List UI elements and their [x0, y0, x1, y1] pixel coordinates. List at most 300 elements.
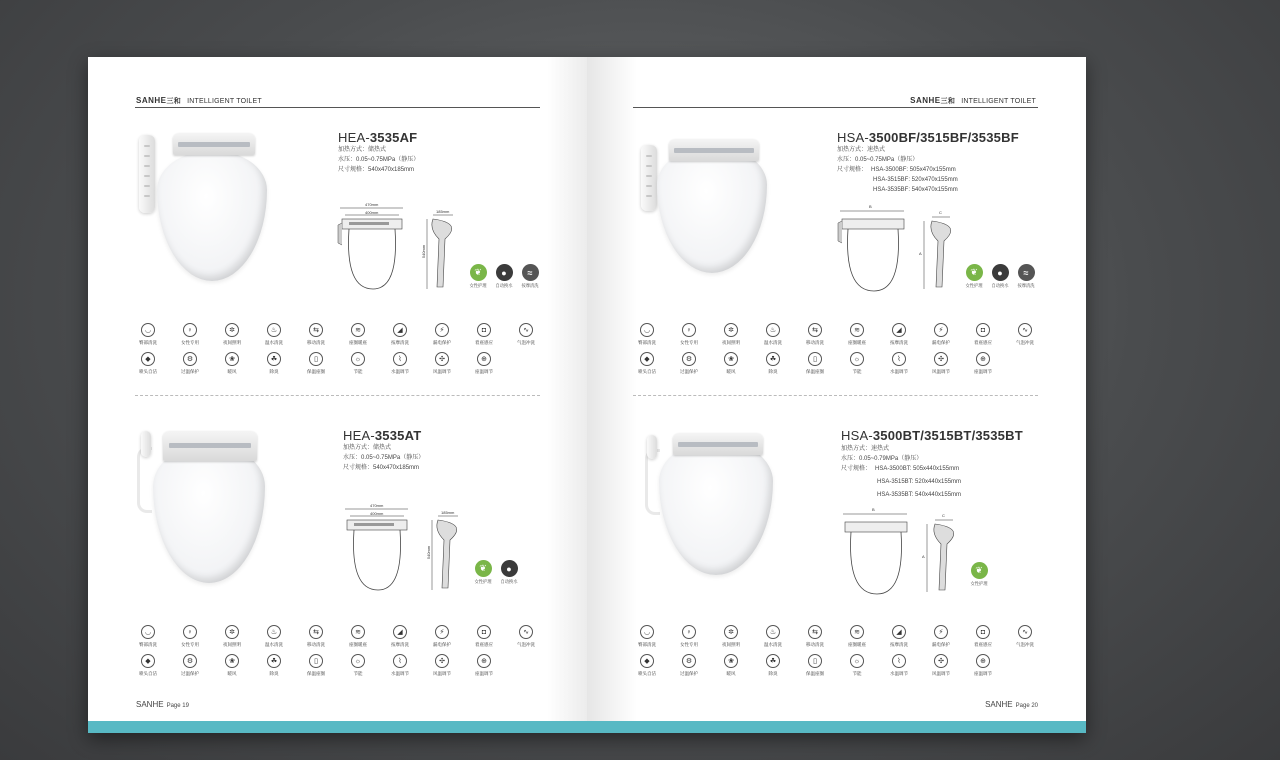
feature-icon-label: 夜间照明 [722, 340, 740, 345]
model-code: 3500BT/3515BT/3535BT [872, 428, 1023, 443]
feature-icon-item [253, 323, 295, 346]
fan-icon: ✣ [435, 654, 449, 668]
spec-size-row: HSA-3500BF: 505x470x155mm [871, 167, 956, 173]
feature-icon-item [211, 323, 253, 346]
seat-lid [659, 441, 773, 575]
spec-pressure: 水压：0.05~0.75MPa（静压） [343, 455, 425, 461]
female-icon: ♀ [183, 323, 197, 337]
spec-heating: 加热方式：速热式 [837, 147, 886, 153]
seat-sense-icon: ◘ [976, 323, 990, 337]
wash-icon: ◡ [640, 323, 654, 337]
feature-icon-label: 座圈暖座 [349, 340, 367, 345]
feature-icon-item [794, 352, 836, 375]
dim-depth: 185mm [441, 510, 455, 515]
left-header [136, 96, 262, 106]
feature-icon-item [421, 352, 463, 375]
dimension-diagram [333, 199, 463, 299]
feature-icon-label: 过温保护 [680, 369, 698, 374]
feature-icon-label: 暖风 [726, 671, 736, 676]
feature-icon-label: 着座感应 [974, 340, 992, 345]
fan-icon: ✣ [934, 654, 948, 668]
leak-protect-icon: ⚡ [934, 323, 948, 337]
product-image-hea-3535af [135, 129, 275, 289]
feature-icon-label: 温水清洗 [265, 642, 283, 647]
feature-icon-item [379, 323, 421, 346]
dimension-svg [832, 199, 962, 299]
feature-icon-item [710, 352, 752, 375]
feature-icon-label: 座温调节 [974, 369, 992, 374]
remote-control [139, 135, 155, 213]
massage-icon: ◢ [393, 625, 407, 639]
feature-icon-label: 水温调节 [391, 369, 409, 374]
nozzle-clean-icon: ◆ [640, 352, 654, 366]
energy-save-icon: ☼ [351, 654, 365, 668]
feature-icon-label: 喷头自洁 [638, 369, 656, 374]
feature-icon-label: 除臭 [269, 369, 279, 374]
energy-save-icon: ☼ [850, 654, 864, 668]
feature-icon-label: 臀部清洗 [638, 340, 656, 345]
bubble-wash-icon: ∿ [1018, 625, 1032, 639]
leaf-icon: ❦ [966, 264, 983, 281]
water-temp-icon: ⌇ [393, 654, 407, 668]
spec-size-label: 尺寸规格： [841, 466, 872, 472]
model-title [837, 130, 1019, 145]
warm-water-icon: ♨ [766, 323, 780, 337]
feature-icon-label: 气泡冲洗 [517, 642, 535, 647]
female-icon: ♀ [682, 625, 696, 639]
dimension-svg [338, 500, 468, 600]
feature-icon-label: 气泡冲洗 [1016, 642, 1034, 647]
model-title [841, 428, 1023, 443]
feature-icon-item [794, 625, 836, 648]
seat-lid [157, 151, 267, 281]
feature-icon-item [920, 625, 962, 648]
badge-label: 按摩清洗 [521, 283, 539, 288]
feature-icon-label: 按摩清洗 [391, 642, 409, 647]
night-light-icon: ✲ [225, 323, 239, 337]
energy-save-icon: ☼ [351, 352, 365, 366]
catalog-spread [88, 57, 1086, 733]
move-wash-icon: ⇆ [808, 625, 822, 639]
feature-icon-item [752, 323, 794, 346]
feature-icon-item [211, 625, 253, 648]
dim-inner: 400mm [370, 511, 384, 516]
dim-inner: 400mm [365, 210, 379, 215]
feature-icon-item [626, 352, 668, 375]
feature-icon-item [253, 625, 295, 648]
warm-water-icon: ♨ [267, 323, 281, 337]
feature-icon-item [379, 625, 421, 648]
feature-icon-label: 风温调节 [932, 671, 950, 676]
wash-icon: ◡ [141, 323, 155, 337]
feature-icon-item [421, 654, 463, 677]
spec-heating: 加热方式：速热式 [841, 446, 890, 452]
feature-icon-label: 漏电保护 [433, 642, 451, 647]
feature-icon-item [505, 625, 547, 648]
feature-icon-label: 除臭 [768, 369, 778, 374]
footer-brand: SANHE [985, 700, 1013, 709]
feature-icon-label: 着座感应 [974, 642, 992, 647]
night-light-icon: ✲ [724, 323, 738, 337]
feature-icon-item [337, 352, 379, 375]
wave-icon: ≈ [1018, 264, 1035, 281]
feature-icon-label: 女性专用 [680, 642, 698, 647]
feature-icon-item [505, 323, 547, 346]
feature-icon-label: 喷头自洁 [638, 671, 656, 676]
feature-icon-label: 座温调节 [475, 369, 493, 374]
left-footer [136, 700, 189, 709]
feature-icon-label: 臀部清洗 [139, 642, 157, 647]
right-header [910, 96, 1036, 106]
feature-badges [969, 562, 989, 587]
insulation-icon: ▯ [309, 654, 323, 668]
fan-icon: ✣ [435, 352, 449, 366]
leaf-icon: ❦ [971, 562, 988, 579]
feature-icon-label: 风温调节 [932, 369, 950, 374]
insulation-icon: ▯ [309, 352, 323, 366]
feature-icon-item [668, 352, 710, 375]
seat-temp-icon: ⊕ [976, 654, 990, 668]
dryer-icon: ❀ [225, 352, 239, 366]
dryer-icon: ❀ [225, 654, 239, 668]
seat-temp-icon: ⊕ [477, 352, 491, 366]
feature-icon-item [878, 654, 920, 677]
spec-size [841, 464, 961, 474]
seat-lid [153, 445, 265, 583]
bubble-wash-icon: ∿ [1018, 323, 1032, 337]
feature-icon-grid [626, 323, 1046, 375]
dim-height: 540mm [421, 244, 427, 259]
feature-icon-item [421, 625, 463, 648]
dim-height: 540mm [426, 545, 432, 560]
feature-icon-item [752, 654, 794, 677]
feature-icon-label: 节能 [353, 369, 363, 374]
wash-icon: ◡ [640, 625, 654, 639]
feature-icon-label: 座温调节 [974, 671, 992, 676]
seat-sense-icon: ◘ [477, 625, 491, 639]
model-title [338, 130, 417, 145]
dim-depth: C [942, 513, 945, 518]
massage-icon: ◢ [393, 323, 407, 337]
spec-size-label: 尺寸规格： [837, 167, 868, 173]
feature-icon-label: 女性专用 [181, 340, 199, 345]
feature-icon-label: 过温保护 [181, 369, 199, 374]
insulation-icon: ▯ [808, 352, 822, 366]
spec-size-row: HSA-3535BF: 540x470x155mm [873, 187, 958, 193]
feature-icon-item [169, 323, 211, 346]
feature-badges [468, 264, 540, 289]
feature-icon-item [668, 625, 710, 648]
nozzle-clean-icon: ◆ [141, 352, 155, 366]
feature-icon-item [295, 352, 337, 375]
brand-name-cn: 三和 [940, 98, 956, 105]
control-panel [669, 139, 759, 161]
header-rule [135, 107, 540, 108]
wave-icon: ≈ [522, 264, 539, 281]
nozzle-clean-icon: ◆ [640, 654, 654, 668]
feature-icon-label: 夜间照明 [223, 642, 241, 647]
feature-icon-item [463, 654, 505, 677]
page-number: Page 19 [166, 703, 189, 709]
dryer-icon: ❀ [724, 352, 738, 366]
dim-height: A [919, 251, 922, 256]
dim-depth: 185mm [436, 209, 450, 214]
side-control [647, 435, 657, 459]
feature-icon-label: 漏电保护 [932, 642, 950, 647]
feature-icon-label: 夜间照明 [722, 642, 740, 647]
bubble-wash-icon: ∿ [519, 625, 533, 639]
feature-icon-label: 节能 [353, 671, 363, 676]
feature-icon-label: 座圈暖座 [848, 340, 866, 345]
feature-icon-label: 喷头自洁 [139, 369, 157, 374]
badge [990, 264, 1010, 289]
move-wash-icon: ⇆ [309, 323, 323, 337]
badge [520, 264, 540, 289]
badge-label: 自动换水 [991, 283, 1009, 288]
right-page [587, 57, 1086, 721]
badge [468, 264, 488, 289]
header-title: INTELLIGENT TOILET [961, 98, 1036, 105]
massage-icon: ◢ [892, 625, 906, 639]
deodor-icon: ☘ [766, 352, 780, 366]
dim-outer: B [869, 204, 872, 209]
feature-icon-item [211, 654, 253, 677]
deodor-icon: ☘ [267, 654, 281, 668]
feature-icon-item [752, 625, 794, 648]
feature-icon-item [878, 352, 920, 375]
dimension-svg [835, 502, 965, 602]
fan-icon: ✣ [934, 352, 948, 366]
spec-block [343, 443, 424, 473]
seat-heat-icon: ≋ [850, 625, 864, 639]
feature-icon-item [169, 654, 211, 677]
feature-icon-item [626, 323, 668, 346]
seat-lid [657, 147, 767, 273]
feature-icon-label: 气泡冲洗 [1016, 340, 1034, 345]
feature-icon-item [878, 625, 920, 648]
feature-icon-label: 温水清洗 [764, 642, 782, 647]
feature-icon-item [836, 625, 878, 648]
feature-icon-label: 移动清洗 [307, 642, 325, 647]
badge-label: 女性护理 [469, 283, 487, 288]
feature-icon-label: 女性专用 [181, 642, 199, 647]
feature-icon-label: 臀部清洗 [139, 340, 157, 345]
feature-icon-label: 臀部清洗 [638, 642, 656, 647]
feature-icon-item [962, 654, 1004, 677]
dryer-icon: ❀ [724, 654, 738, 668]
header-rule [633, 107, 1038, 108]
feature-icon-label: 风温调节 [433, 671, 451, 676]
feature-icon-label: 温水清洗 [764, 340, 782, 345]
dimension-diagram [338, 500, 468, 600]
overtemp-icon: ⚙ [682, 352, 696, 366]
leaf-icon: ❦ [470, 264, 487, 281]
warm-water-icon: ♨ [766, 625, 780, 639]
badge [969, 562, 989, 587]
dim-outer: B [872, 507, 875, 512]
control-panel [163, 431, 257, 461]
brand-name: SANHE [136, 96, 167, 105]
spec-size: 尺寸规格：540x470x185mm [343, 465, 420, 471]
feature-icon-item [295, 323, 337, 346]
feature-icon-item [920, 352, 962, 375]
dim-outer: 470mm [365, 202, 379, 207]
feature-icon-item [794, 654, 836, 677]
dimension-svg [333, 199, 463, 299]
spec-pressure: 水压：0.05~0.79MPa（静压） [841, 456, 923, 462]
spec-block [841, 444, 961, 500]
badge [499, 560, 519, 585]
feature-icon-item [169, 352, 211, 375]
leak-protect-icon: ⚡ [934, 625, 948, 639]
insulation-icon: ▯ [808, 654, 822, 668]
feature-icon-label: 过温保护 [680, 671, 698, 676]
feature-icon-grid [626, 625, 1046, 677]
feature-icon-label: 气泡冲洗 [517, 340, 535, 345]
feature-icon-item [127, 352, 169, 375]
feature-icon-label: 女性专用 [680, 340, 698, 345]
feature-icon-label: 移动清洗 [806, 340, 824, 345]
feature-icon-item [710, 625, 752, 648]
feature-icon-item [626, 625, 668, 648]
feature-icon-item [836, 654, 878, 677]
feature-icon-item [878, 323, 920, 346]
feature-icon-item [463, 625, 505, 648]
feature-icon-item [626, 654, 668, 677]
feature-icon-item [253, 352, 295, 375]
model-code: 3535AF [369, 130, 418, 145]
side-control [141, 431, 151, 457]
badge [1016, 264, 1036, 289]
model-prefix: HSA- [841, 428, 873, 443]
feature-icon-item [710, 323, 752, 346]
feature-icon-item [836, 323, 878, 346]
leak-protect-icon: ⚡ [435, 323, 449, 337]
right-footer [985, 700, 1038, 709]
warm-water-icon: ♨ [267, 625, 281, 639]
spec-size [837, 165, 958, 175]
dimension-diagram [835, 502, 965, 602]
dim-depth: C [939, 210, 942, 215]
feature-icon-item [379, 352, 421, 375]
feature-icon-label: 温水清洗 [265, 340, 283, 345]
night-light-icon: ✲ [225, 625, 239, 639]
leaf-icon: ❦ [475, 560, 492, 577]
feature-icon-item [794, 323, 836, 346]
feature-icon-item [962, 352, 1004, 375]
seat-sense-icon: ◘ [477, 323, 491, 337]
feature-icon-label: 着座感应 [475, 642, 493, 647]
feature-icon-label: 按摩清洗 [391, 340, 409, 345]
nozzle-clean-icon: ◆ [141, 654, 155, 668]
left-page [88, 57, 587, 721]
badge [964, 264, 984, 289]
section-divider [135, 395, 540, 396]
feature-icon-item [668, 654, 710, 677]
feature-icon-item [295, 654, 337, 677]
overtemp-icon: ⚙ [183, 654, 197, 668]
badge-label: 自动换水 [495, 283, 513, 288]
energy-save-icon: ☼ [850, 352, 864, 366]
deodor-icon: ☘ [267, 352, 281, 366]
feature-icon-item [752, 352, 794, 375]
feature-icon-item [1004, 625, 1046, 648]
drop-icon: ● [501, 560, 518, 577]
move-wash-icon: ⇆ [808, 323, 822, 337]
feature-icon-label: 座温调节 [475, 671, 493, 676]
spec-size-row: HSA-3515BF: 520x470x155mm [873, 177, 958, 183]
feature-icon-label: 保温座圈 [307, 369, 325, 374]
seat-heat-icon: ≋ [850, 323, 864, 337]
feature-icon-label: 按摩清洗 [890, 340, 908, 345]
dim-outer: 470mm [370, 503, 384, 508]
model-prefix: HSA- [837, 130, 869, 145]
feature-icon-item [127, 323, 169, 346]
feature-icon-label: 水温调节 [890, 671, 908, 676]
feature-icon-item [127, 654, 169, 677]
feature-icon-item [337, 625, 379, 648]
feature-icon-item [421, 323, 463, 346]
feature-icon-grid [127, 323, 547, 375]
feature-icon-label: 移动清洗 [806, 642, 824, 647]
spec-heating: 加热方式：储热式 [338, 147, 387, 153]
water-temp-icon: ⌇ [892, 352, 906, 366]
feature-icon-label: 座圈暖座 [349, 642, 367, 647]
feature-icon-label: 风温调节 [433, 369, 451, 374]
feature-badges [473, 560, 519, 585]
header-title: INTELLIGENT TOILET [187, 98, 262, 105]
feature-icon-item [169, 625, 211, 648]
model-prefix: HEA- [338, 130, 370, 145]
dimension-diagram [832, 199, 962, 299]
feature-icon-item [463, 352, 505, 375]
badge-label: 按摩清洗 [1017, 283, 1035, 288]
feature-icon-item [337, 654, 379, 677]
feature-icon-item [920, 323, 962, 346]
control-panel [173, 133, 255, 155]
seat-heat-icon: ≋ [351, 625, 365, 639]
feature-icon-item [337, 323, 379, 346]
model-code: 3500BF/3515BF/3535BF [868, 130, 1019, 145]
feature-icon-label: 漏电保护 [433, 340, 451, 345]
badge-label: 女性护理 [965, 283, 983, 288]
bottom-accent-band [88, 721, 1086, 733]
massage-icon: ◢ [892, 323, 906, 337]
spec-size: 尺寸规格：540x470x185mm [338, 167, 415, 173]
feature-icon-label: 节能 [852, 369, 862, 374]
feature-badges [964, 264, 1036, 289]
feature-icon-item [211, 352, 253, 375]
feature-icon-item [127, 625, 169, 648]
product-image-hsa-bt [643, 429, 783, 579]
feature-icon-label: 保温座圈 [307, 671, 325, 676]
spec-heating: 加热方式：储热式 [343, 445, 392, 451]
seat-sense-icon: ◘ [976, 625, 990, 639]
feature-icon-item [668, 323, 710, 346]
feature-icon-label: 除臭 [768, 671, 778, 676]
model-prefix: HEA- [343, 428, 375, 443]
section-divider [633, 395, 1038, 396]
spec-block [837, 145, 958, 195]
overtemp-icon: ⚙ [682, 654, 696, 668]
feature-icon-label: 座圈暖座 [848, 642, 866, 647]
seat-heat-icon: ≋ [351, 323, 365, 337]
feature-icon-item [710, 654, 752, 677]
dim-height: A [922, 554, 925, 559]
brand-name: SANHE [910, 96, 941, 105]
wash-icon: ◡ [141, 625, 155, 639]
badge-label: 自动换水 [500, 579, 518, 584]
